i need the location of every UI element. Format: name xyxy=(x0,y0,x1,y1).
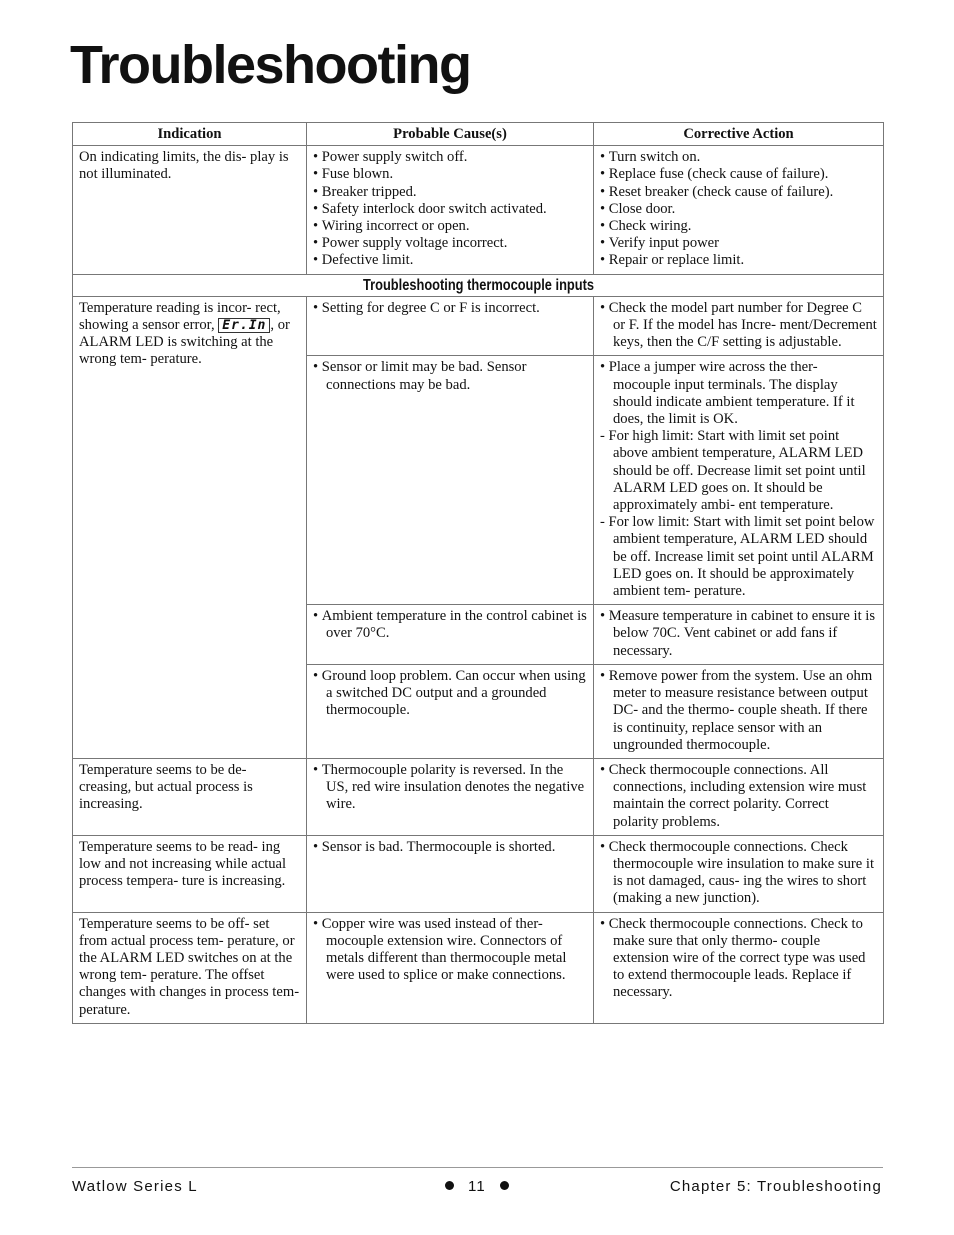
low-limit-step: - For low limit: Start with limit set point below ambient temperature, ALARM LED should be off. Increase limit set point until ALARM LED goes on. It should be approximately ambient tem- perature. xyxy=(600,514,875,600)
indication-cell: Temperature seems to be off- set from actual process tem- perature, or the ALARM LED switches on at the wrong tem- perature. The offset changes with changes in process tem- perature. xyxy=(73,912,307,1023)
section-title: Troubleshooting thermocouple inputs xyxy=(113,274,843,296)
cause-cell xyxy=(307,664,594,758)
footer-product-name: Watlow Series L xyxy=(72,1178,198,1195)
list-item: • Power supply switch off. xyxy=(313,149,587,166)
action-cell xyxy=(594,664,884,758)
list-item: • Thermocouple polarity is reversed. In the US, red wire insulation denotes the negative wire. xyxy=(313,762,587,814)
list-item: • Sensor is bad. Thermocouple is shorted. xyxy=(313,839,587,856)
indication-cell: Temperature seems to be de- creasing, but actual process is increasing. xyxy=(73,758,307,835)
list-item: • Measure temperature in cabinet to ensure it is below 70C. Vent cabinet or add fans if necessary. xyxy=(600,608,877,660)
list-item: • Sensor or limit may be bad. Sensor connections may be bad. xyxy=(313,359,587,393)
list-item: • Fuse blown. xyxy=(313,166,587,183)
cause-cell xyxy=(307,296,594,356)
table-row xyxy=(73,835,884,912)
cause-cell xyxy=(307,605,594,665)
table-row xyxy=(73,758,884,835)
indication-cell: On indicating limits, the dis- play is not illuminated. xyxy=(73,146,307,274)
table-row xyxy=(73,146,884,274)
action-cell xyxy=(594,912,884,1023)
list-item: • Check wiring. xyxy=(600,218,877,235)
table-row xyxy=(73,912,884,1023)
action-cell xyxy=(594,835,884,912)
indication-text: , or ALARM LED is switching at the wrong tem- perature. xyxy=(79,317,290,368)
action-cell xyxy=(594,605,884,665)
list-item: • Check thermocouple connections. Check to make sure that only thermo- couple extension wire of the correct type was used to extend thermocouple leads. Replace if necessary. xyxy=(600,916,877,1002)
list-item: • Copper wire was used instead of ther- mocouple extension wire. Connectors of metals different than thermocouple metal were used to splice or make connections. xyxy=(313,916,587,985)
cause-cell xyxy=(307,912,594,1023)
indication-cell: Temperature seems to be read- ing low and not increasing while actual process tempera- ture is increasing. xyxy=(73,835,307,912)
action-cell xyxy=(594,146,884,274)
header-indication: Indication xyxy=(73,123,307,146)
action-list xyxy=(600,149,877,269)
action-cell xyxy=(594,356,884,605)
list-item: • Close door. xyxy=(600,201,877,218)
cause-cell xyxy=(307,356,594,605)
header-corrective-action: Corrective Action xyxy=(594,123,884,146)
table-row xyxy=(73,296,884,356)
table-header-row xyxy=(73,123,884,146)
list-item: • Replace fuse (check cause of failure). xyxy=(600,166,877,183)
troubleshooting-table xyxy=(72,122,884,1024)
list-item: • Check the model part number for Degree C or F. If the model has Incre- ment/Decrement keys, then the C/F setting is adjustable. xyxy=(600,300,877,352)
indication-text: Temperature reading is incor- rect, showing a sensor error, xyxy=(79,299,281,334)
list-item: • Repair or replace limit. xyxy=(600,252,877,269)
list-item: • Safety interlock door switch activated. xyxy=(313,201,587,218)
indication-cell xyxy=(73,296,307,758)
cause-cell xyxy=(307,146,594,274)
cause-list xyxy=(313,149,587,269)
list-item: • Breaker tripped. xyxy=(313,184,587,201)
list-item: • Defective limit. xyxy=(313,252,587,269)
list-item: • Check thermocouple connections. All connections, including extension wire must maintain the correct polarity. Correct polarity problems. xyxy=(600,762,877,831)
bullet-dot-icon xyxy=(500,1181,509,1190)
page-number: 11 xyxy=(468,1178,486,1195)
list-item: • Turn switch on. xyxy=(600,149,877,166)
list-item: • Check thermocouple connections. Check thermocouple wire insulation to make sure it is not damaged, caus- ing the wires to short (making a new junction). xyxy=(600,839,877,908)
header-probable-causes: Probable Cause(s) xyxy=(307,123,594,146)
list-item: • Ambient temperature in the control cabinet is over 70°C. xyxy=(313,608,587,642)
list-item: • Reset breaker (check cause of failure). xyxy=(600,184,877,201)
footer-chapter-title: Chapter 5: Troubleshooting xyxy=(669,1178,882,1195)
list-item: • Place a jumper wire across the ther- mocouple input terminals. The display should indicate ambient temperature. If it does, the limit is OK. xyxy=(600,359,877,428)
list-item: • Ground loop problem. Can occur when using a switched DC output and a grounded thermocouple. xyxy=(313,668,587,720)
cause-cell xyxy=(307,835,594,912)
action-cell xyxy=(594,758,884,835)
list-item: • Wiring incorrect or open. xyxy=(313,218,587,235)
list-item: • Remove power from the system. Use an ohm meter to measure resistance between output DC- and the thermo- couple sheath. If there is continuity, replace sensor with an ungrounded thermocouple. xyxy=(600,668,877,754)
bullet-dot-icon xyxy=(445,1181,454,1190)
list-item: • Setting for degree C or F is incorrect. xyxy=(313,300,587,317)
list-item: • Power supply voltage incorrect. xyxy=(313,235,587,252)
high-limit-step: - For high limit: Start with limit set point above ambient temperature, ALARM LED should be off. Decrease limit set point until ALARM LED goes on. It should be approximately ambi- ent temperature. xyxy=(600,428,866,514)
lcd-error-code: Er.In xyxy=(218,318,270,333)
page-title: Troubleshooting xyxy=(70,35,471,95)
footer-divider xyxy=(72,1167,883,1168)
section-row xyxy=(73,274,884,296)
list-item: • Verify input power xyxy=(600,235,877,252)
cause-cell xyxy=(307,758,594,835)
action-cell xyxy=(594,296,884,356)
